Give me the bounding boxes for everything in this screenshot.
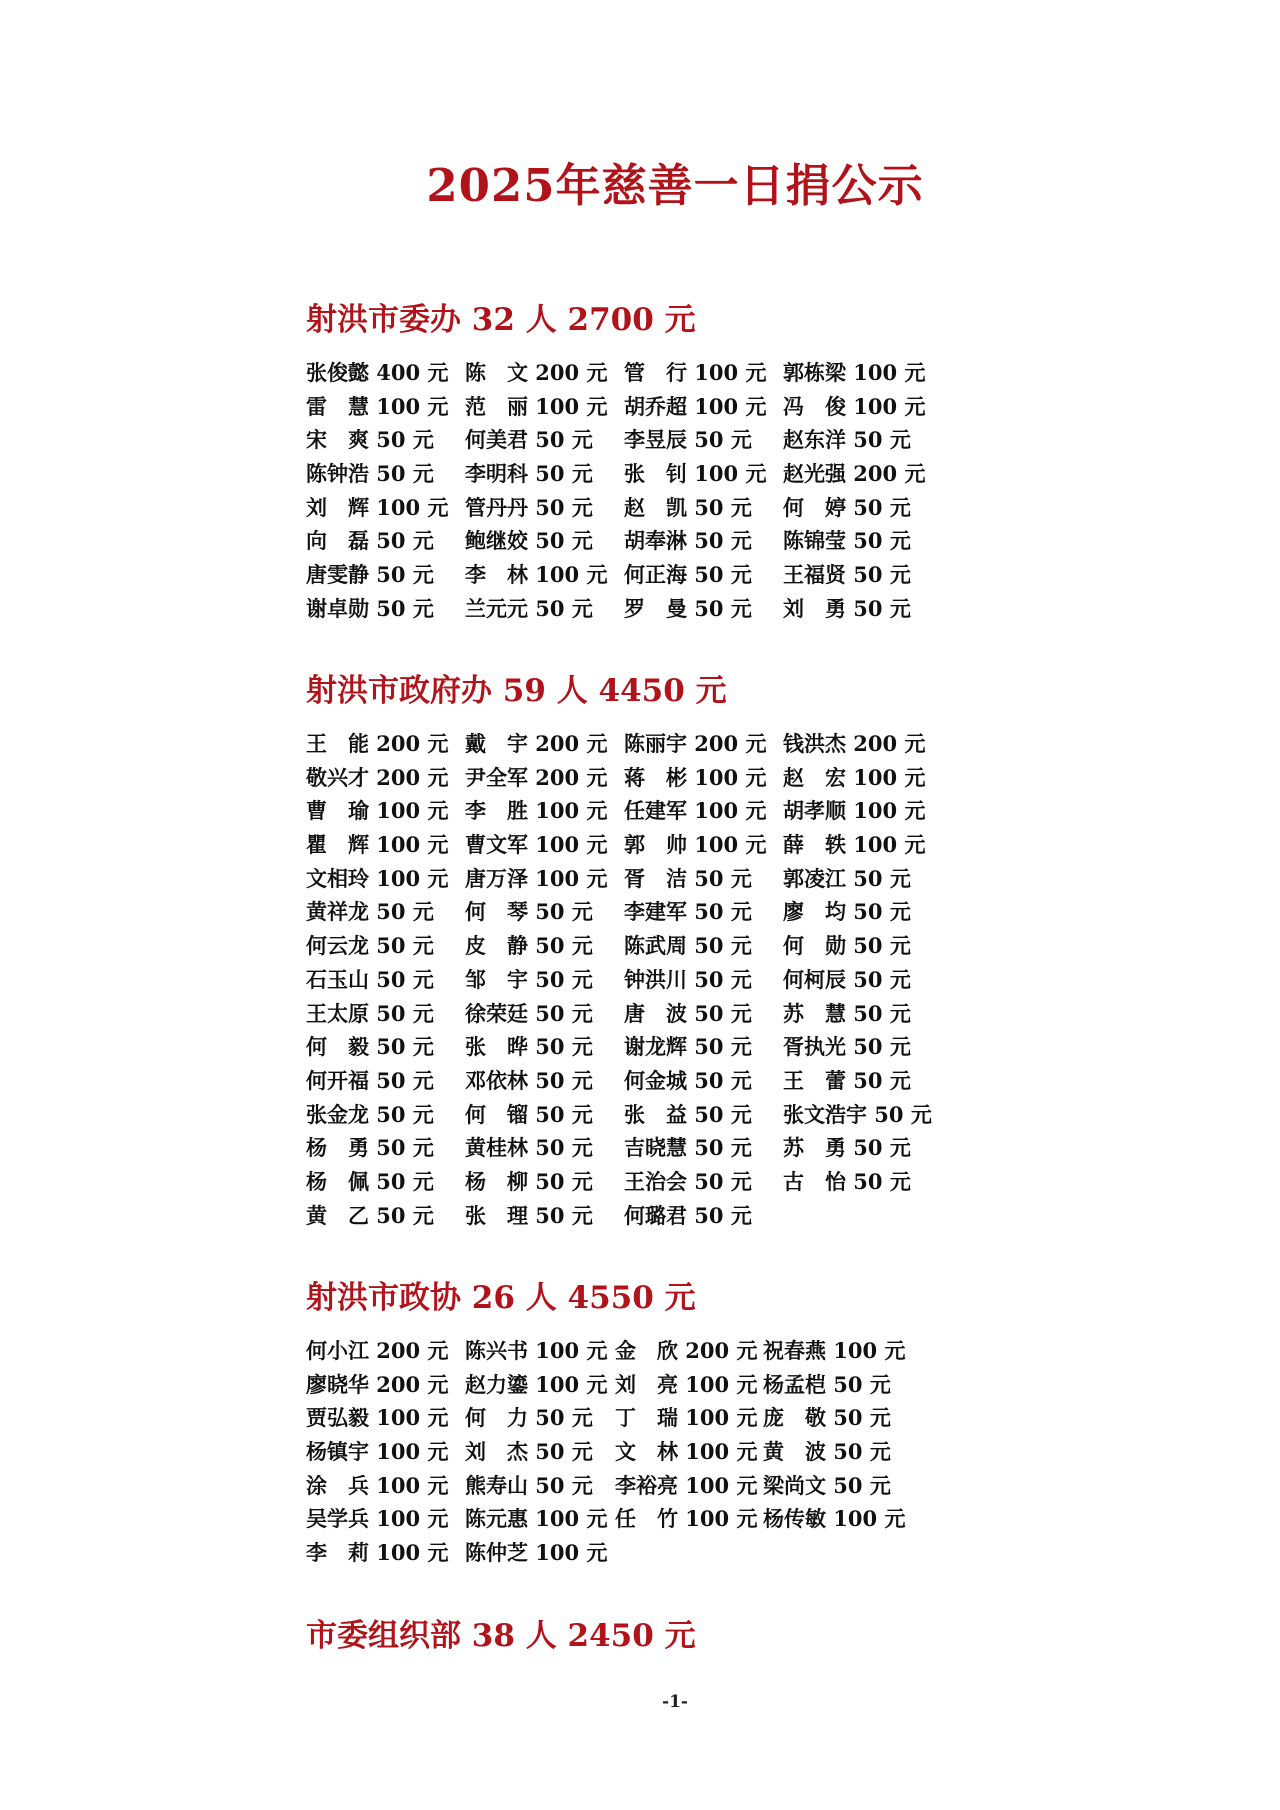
donor-entry: 苏 慧 50 元: [783, 1000, 911, 1026]
donor-entry: 张 钊 100 元: [624, 461, 767, 487]
donor-entry: 石玉山 50 元: [306, 966, 434, 992]
donor-entry: 戴 宇 200 元: [465, 731, 608, 756]
donor-entry: 张文浩宇 50 元: [783, 1101, 932, 1127]
donor-entry: 吴学兵 100 元: [306, 1506, 449, 1532]
donor-entry: 何开福 50 元: [306, 1067, 434, 1093]
donor-entry: 瞿 辉 100 元: [306, 832, 449, 858]
donor-entry: 何 勋 50 元: [783, 933, 911, 959]
donor-entry: 钟洪川 50 元: [624, 966, 752, 992]
donor-entry: 何璐君 50 元: [624, 1202, 752, 1228]
donor-entry: 陈兴书 100 元: [465, 1338, 608, 1363]
donor-entry: 雷 慧 100 元: [306, 393, 449, 419]
donor-entry: 钱洪杰 200 元: [783, 731, 926, 756]
donor-entry: 谢龙辉 50 元: [624, 1034, 752, 1060]
donor-entry: 蒋 彬 100 元: [624, 764, 767, 790]
donor-grid-party-office: [306, 356, 953, 626]
donor-entry: 唐雯静 50 元: [306, 562, 434, 588]
donor-entry: 廖晓华 200 元: [306, 1371, 449, 1397]
donor-entry: 丁 瑞 100 元: [615, 1405, 758, 1431]
donor-entry: 熊寿山 50 元: [465, 1472, 593, 1498]
donor-entry: 唐万泽 100 元: [465, 865, 608, 891]
donor-entry: 赵光强 200 元: [783, 461, 926, 487]
donor-entry: 刘 杰 50 元: [465, 1439, 593, 1465]
donor-entry: 兰元元 50 元: [465, 595, 593, 621]
donor-entry: 胡奉淋 50 元: [624, 528, 752, 554]
donor-entry: 鲍继姣 50 元: [465, 528, 593, 554]
donor-entry: 管 行 100 元: [624, 360, 767, 385]
donor-entry: 何 毅 50 元: [306, 1034, 434, 1060]
donor-entry: 何小江 200 元: [306, 1338, 449, 1363]
donor-entry: 杨 勇 50 元: [306, 1135, 434, 1161]
donor-entry: 杨传敏 100 元: [763, 1506, 906, 1532]
donor-entry: 陈元惠 100 元: [465, 1506, 608, 1532]
donor-entry: 陈仲芝 100 元: [465, 1540, 608, 1566]
donor-entry: 罗 曼 50 元: [624, 595, 752, 621]
donor-entry: 刘 亮 100 元: [615, 1371, 758, 1397]
donor-entry: 敬兴才 200 元: [306, 764, 449, 790]
donor-entry: 张 晔 50 元: [465, 1034, 593, 1060]
donor-entry: 唐 波 50 元: [624, 1000, 752, 1026]
donor-entry: 古 怡 50 元: [783, 1168, 911, 1194]
donor-entry: 黄 波 50 元: [763, 1439, 891, 1465]
donor-entry: 胥 洁 50 元: [624, 865, 752, 891]
section-heading-party-office: 射洪市委办 32 人 2700 元: [306, 302, 696, 338]
donor-entry: 王 蕾 50 元: [783, 1067, 911, 1093]
donor-entry: 庞 敬 50 元: [763, 1405, 891, 1431]
donor-entry: 何金城 50 元: [624, 1067, 752, 1093]
donor-entry: 任建军 100 元: [624, 798, 767, 824]
donor-entry: 陈 文 200 元: [465, 360, 608, 385]
section-heading-government-office: 射洪市政府办 59 人 4450 元: [306, 673, 727, 709]
donor-entry: 郭 帅 100 元: [624, 832, 767, 858]
donor-entry: 何 婷 50 元: [783, 494, 911, 520]
donor-entry: 黄祥龙 50 元: [306, 899, 434, 925]
donor-entry: 薛 轶 100 元: [783, 832, 926, 858]
donor-entry: 陈武周 50 元: [624, 933, 752, 959]
donor-entry: 张俊懿 400 元: [306, 360, 449, 385]
donor-entry: 李 莉 100 元: [306, 1540, 449, 1566]
donor-entry: 赵力鎏 100 元: [465, 1371, 608, 1397]
donor-entry: 刘 辉 100 元: [306, 494, 449, 520]
donor-entry: 刘 勇 50 元: [783, 595, 911, 621]
donor-entry: 宋 爽 50 元: [306, 427, 434, 453]
donor-entry: 赵 宏 100 元: [783, 764, 926, 790]
donor-entry: 郭凌江 50 元: [783, 865, 911, 891]
donor-entry: 贾弘毅 100 元: [306, 1405, 449, 1431]
donor-entry: 李明科 50 元: [465, 461, 593, 487]
donor-grid-government-office: [306, 727, 953, 1232]
donor-entry: 向 磊 50 元: [306, 528, 434, 554]
section-heading-cppcc: 射洪市政协 26 人 4550 元: [306, 1280, 696, 1316]
donor-entry: 杨镇宇 100 元: [306, 1439, 449, 1465]
donor-entry: 何 镏 50 元: [465, 1101, 593, 1127]
donor-entry: 何美君 50 元: [465, 427, 593, 453]
donor-entry: 曹 瑜 100 元: [306, 798, 449, 824]
donor-entry: 金 欣 200 元: [615, 1338, 758, 1363]
donor-entry: 赵东洋 50 元: [783, 427, 911, 453]
donor-entry: 谢卓勋 50 元: [306, 595, 434, 621]
donor-grid-cppcc: [306, 1334, 933, 1570]
donor-entry: 王福贤 50 元: [783, 562, 911, 588]
donor-entry: 陈钟浩 50 元: [306, 461, 434, 487]
donor-entry: 黄桂林 50 元: [465, 1135, 593, 1161]
donor-entry: 何正海 50 元: [624, 562, 752, 588]
donor-entry: 梁尚文 50 元: [763, 1472, 891, 1498]
donor-entry: 李建军 50 元: [624, 899, 752, 925]
donor-entry: 徐荣廷 50 元: [465, 1000, 593, 1026]
donor-entry: 涂 兵 100 元: [306, 1472, 449, 1498]
donor-entry: 张金龙 50 元: [306, 1101, 434, 1127]
donor-entry: 邹 宇 50 元: [465, 966, 593, 992]
donor-entry: 何云龙 50 元: [306, 933, 434, 959]
donor-entry: 陈锦莹 50 元: [783, 528, 911, 554]
donor-entry: 吉晓慧 50 元: [624, 1135, 752, 1161]
donor-entry: 邓依林 50 元: [465, 1067, 593, 1093]
donor-entry: 杨 佩 50 元: [306, 1168, 434, 1194]
donor-entry: 何柯辰 50 元: [783, 966, 911, 992]
donor-entry: 廖 均 50 元: [783, 899, 911, 925]
section-heading-organization-dept: 市委组织部 38 人 2450 元: [306, 1618, 696, 1654]
donor-entry: 胡孝顺 100 元: [783, 798, 926, 824]
donor-entry: 郭栋梁 100 元: [783, 360, 926, 385]
donor-entry: 皮 静 50 元: [465, 933, 593, 959]
donor-entry: 胥执光 50 元: [783, 1034, 911, 1060]
page-number: -1-: [662, 1692, 688, 1712]
donor-entry: 王治会 50 元: [624, 1168, 752, 1194]
donor-entry: 张 理 50 元: [465, 1202, 593, 1228]
donor-entry: 曹文军 100 元: [465, 832, 608, 858]
donor-entry: 胡乔超 100 元: [624, 393, 767, 419]
donor-entry: 杨孟桤 50 元: [763, 1371, 891, 1397]
donor-entry: 李 林 100 元: [465, 562, 608, 588]
donor-entry: 王太原 50 元: [306, 1000, 434, 1026]
donor-entry: 陈丽宇 200 元: [624, 731, 767, 756]
donor-entry: 杨 柳 50 元: [465, 1168, 593, 1194]
donor-entry: 黄 乙 50 元: [306, 1202, 434, 1228]
donor-entry: 文相玲 100 元: [306, 865, 449, 891]
donor-entry: 何 琴 50 元: [465, 899, 593, 925]
donor-entry: 张 益 50 元: [624, 1101, 752, 1127]
donor-entry: 管丹丹 50 元: [465, 494, 593, 520]
donor-entry: 冯 俊 100 元: [783, 393, 926, 419]
donor-entry: 范 丽 100 元: [465, 393, 608, 419]
donor-entry: 任 竹 100 元: [615, 1506, 758, 1532]
donor-entry: 祝春燕 100 元: [763, 1338, 906, 1363]
donor-entry: 赵 凯 50 元: [624, 494, 752, 520]
page-title: 2025年慈善一日捐公示: [426, 159, 924, 212]
donor-entry: 尹全军 200 元: [465, 764, 608, 790]
donor-entry: 何 力 50 元: [465, 1405, 593, 1431]
donor-entry: 李裕亮 100 元: [615, 1472, 758, 1498]
donor-entry: 苏 勇 50 元: [783, 1135, 911, 1161]
donor-entry: 王 能 200 元: [306, 731, 449, 756]
donor-entry: 李昱辰 50 元: [624, 427, 752, 453]
donor-entry: 文 林 100 元: [615, 1439, 758, 1465]
donor-entry: 李 胜 100 元: [465, 798, 608, 824]
